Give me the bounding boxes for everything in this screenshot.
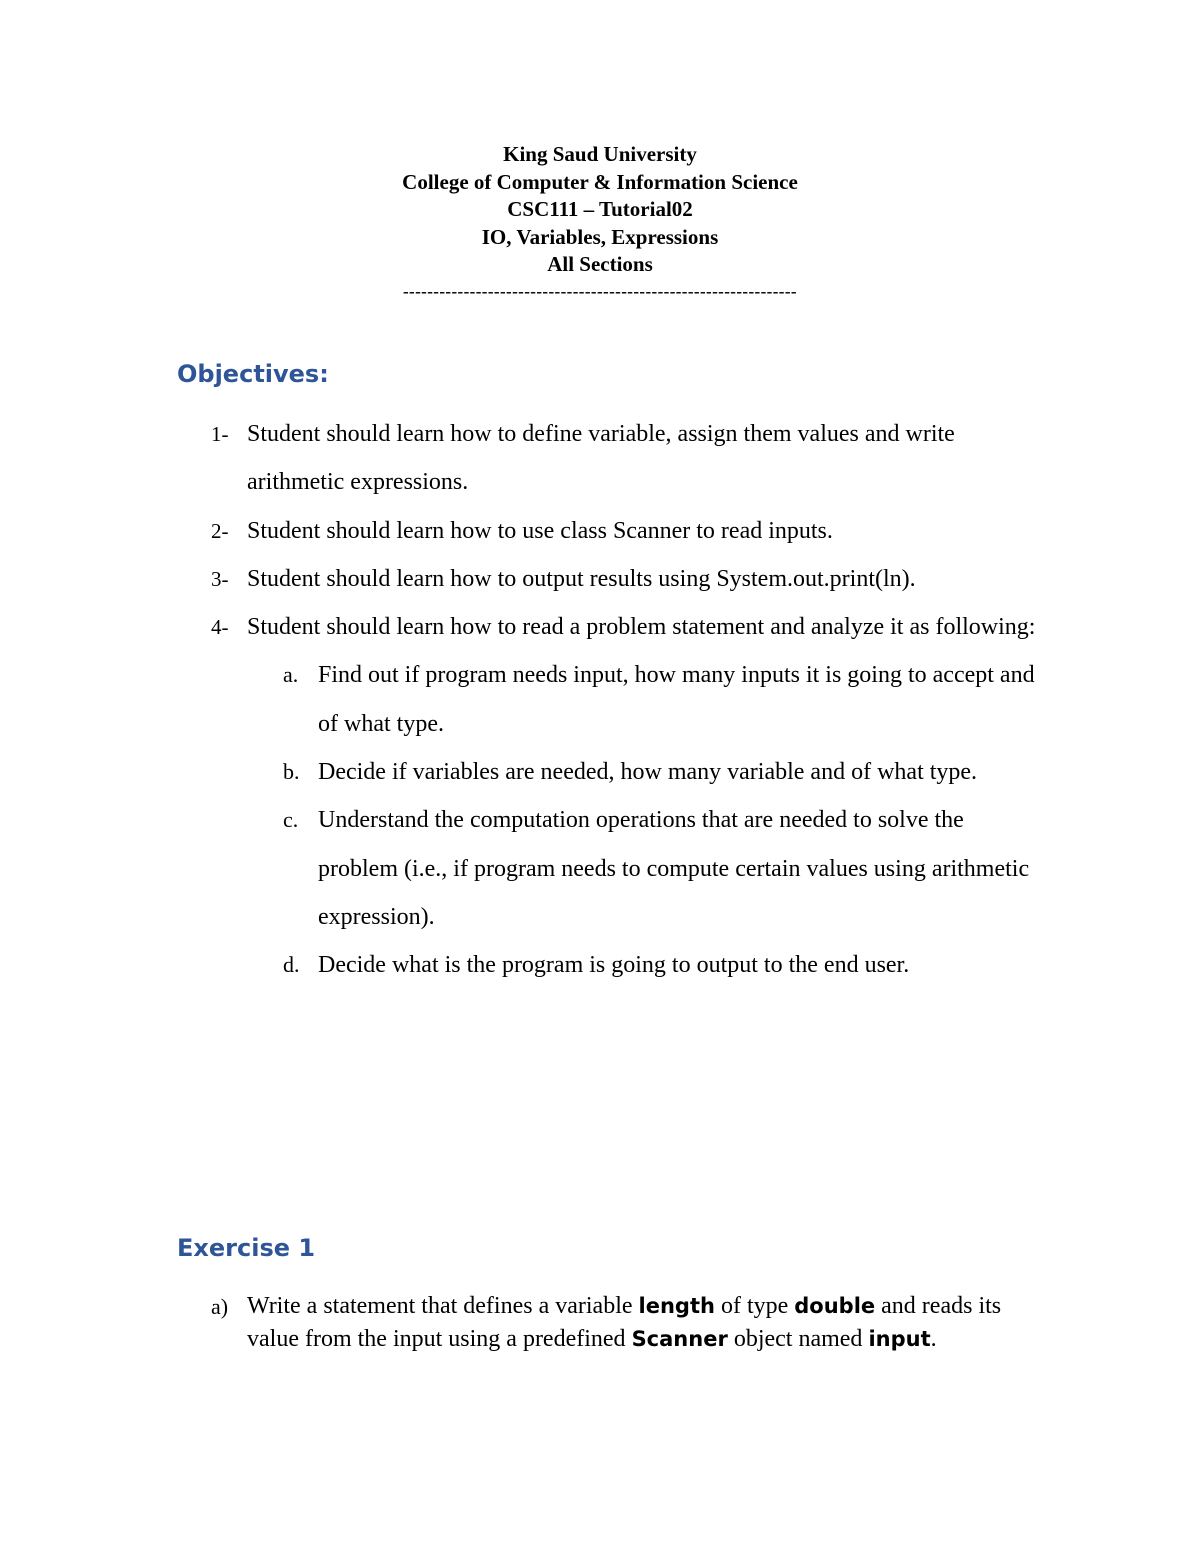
objectives-list	[177, 410, 1047, 990]
list-marker: b.	[283, 759, 300, 785]
objective-item	[177, 410, 1047, 507]
list-marker: a.	[283, 662, 299, 688]
analysis-step-text: Decide if variables are needed, how many variable and of what type.	[318, 759, 978, 786]
list-marker: 2-	[211, 518, 229, 543]
objective-text: Student should learn how to read a problem statement and analyze it as following:	[247, 614, 1036, 641]
exercise-text-part: of type	[714, 1293, 795, 1319]
exercise-text	[247, 1293, 1001, 1352]
exercise-text-part: and reads its value from the input using a predefined	[247, 1293, 1002, 1353]
exercise-text-part: object named	[727, 1326, 869, 1353]
list-marker: c.	[283, 807, 299, 833]
analysis-step-text: Understand the computation operations that are needed to solve the problem (i.e., if program needs to compute certain values using arithmetic expression).	[318, 807, 1030, 930]
keyword-length: length	[638, 1294, 715, 1318]
exercise-text-part: .	[930, 1326, 937, 1353]
exercise-1-list	[177, 1290, 1047, 1357]
keyword-scanner: Scanner	[631, 1327, 728, 1352]
list-marker: d.	[283, 952, 300, 978]
exercise-text-part: Write a statement that defines a variable	[247, 1293, 639, 1319]
college-name: College of Computer & Information Science	[402, 169, 798, 194]
analysis-step	[247, 796, 1047, 941]
tutorial-topic: IO, Variables, Expressions	[481, 224, 719, 249]
objectives-heading: Objectives:	[177, 360, 329, 388]
analysis-step	[247, 651, 1047, 748]
keyword-input: input	[868, 1327, 931, 1352]
header-divider: -----------------------------------------------------------------	[403, 281, 797, 301]
course-title: CSC111 – Tutorial02	[507, 197, 693, 221]
list-marker: 4-	[211, 615, 229, 640]
list-marker: 3-	[211, 566, 229, 591]
analysis-step	[247, 748, 1047, 796]
objective-text: Student should learn how to output results using System.out.print(ln).	[247, 565, 916, 592]
objective-item	[177, 555, 1047, 603]
exercise-item	[177, 1290, 1047, 1357]
objective-item	[177, 507, 1047, 555]
analysis-step	[247, 941, 1047, 989]
objective-text: Student should learn how to define variable, assign them values and write arithmetic expressions.	[247, 421, 955, 496]
analysis-step-text: Decide what is the program is going to output to the end user.	[318, 952, 910, 979]
document-header	[0, 141, 1200, 303]
sections-label: All Sections	[547, 252, 653, 276]
keyword-double: double	[794, 1294, 876, 1318]
university-name: King Saud University	[503, 142, 697, 166]
list-marker: 1-	[211, 422, 229, 446]
objective-item	[177, 603, 1047, 989]
list-marker: a)	[211, 1294, 229, 1319]
analysis-step-text: Find out if program needs input, how many inputs it is going to accept and of what type.	[318, 662, 1035, 737]
objective-text: Student should learn how to use class Scanner to read inputs.	[247, 517, 833, 544]
analysis-steps-list	[247, 651, 1047, 989]
exercise-1-heading: Exercise 1	[177, 1234, 316, 1262]
